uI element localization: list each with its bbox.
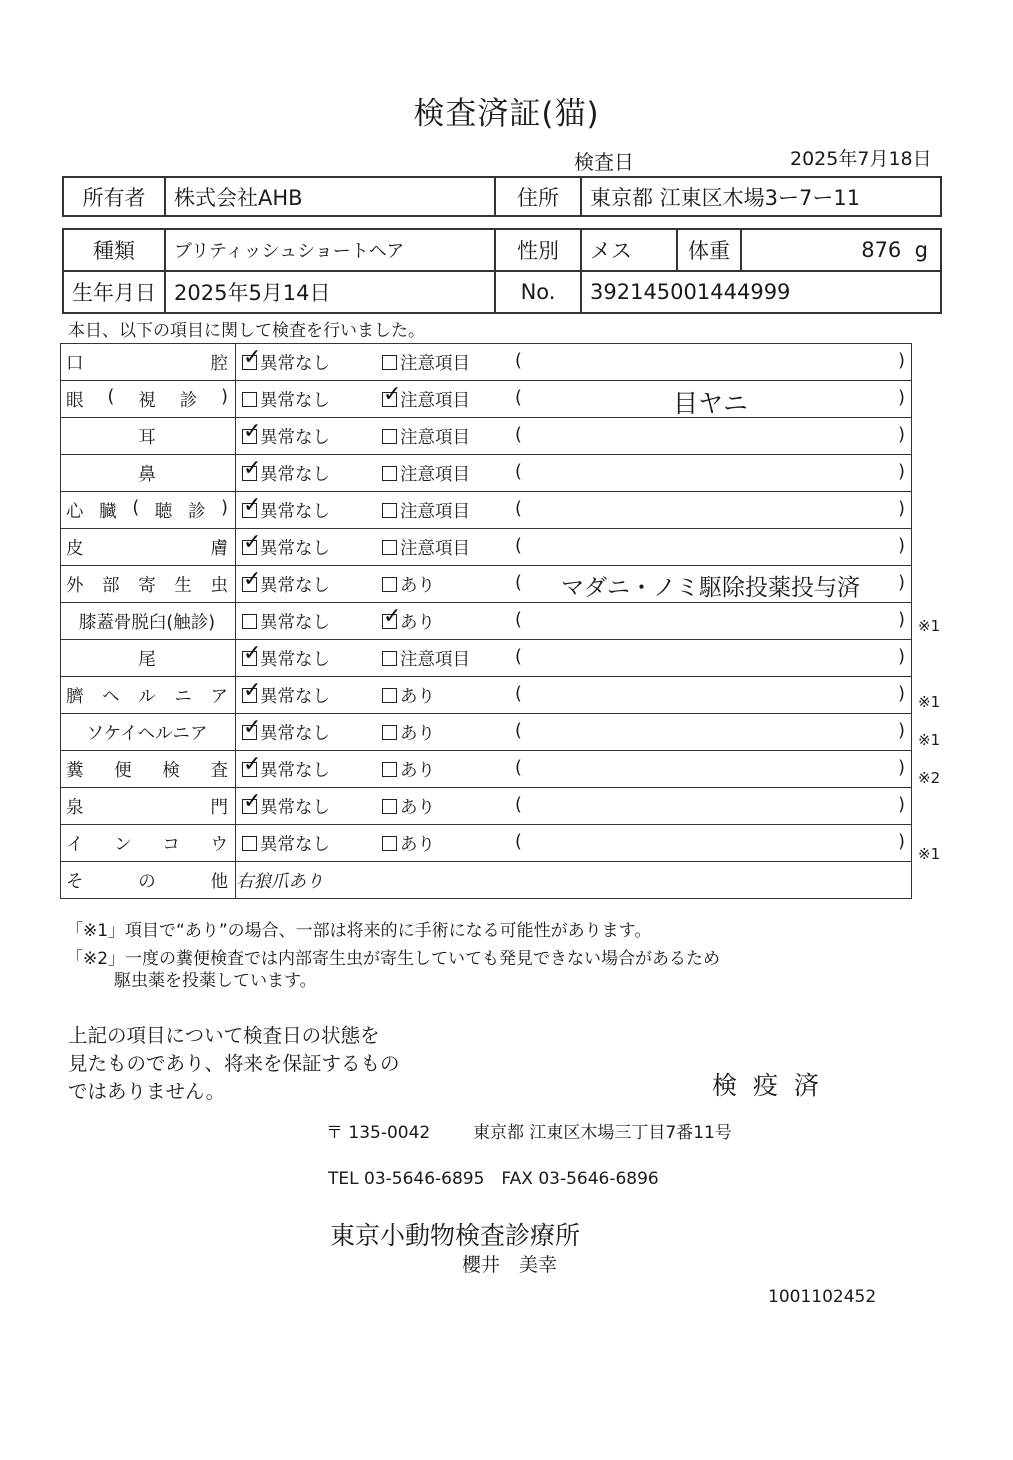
option-normal-cell bbox=[236, 788, 383, 825]
item-name-part: ソケイヘルニア bbox=[86, 723, 208, 744]
item-name-cell bbox=[61, 751, 236, 788]
item-name-cell bbox=[61, 344, 236, 381]
paren-close: ) bbox=[898, 610, 905, 630]
note-cell bbox=[510, 529, 912, 566]
option-attention-label: 注意項目 bbox=[400, 538, 470, 559]
item-name-part: イ bbox=[66, 834, 84, 855]
table-row bbox=[61, 714, 912, 751]
option-attention-cell bbox=[382, 788, 510, 825]
inspected-stamp-text: 検 疫 済 bbox=[712, 1071, 823, 1100]
checkbox-attention[interactable] bbox=[382, 577, 397, 592]
paren-open: ( bbox=[515, 351, 522, 371]
item-name-part: コ bbox=[162, 834, 180, 855]
option-attention-cell bbox=[382, 344, 510, 381]
note-text: 目ヤニ bbox=[672, 389, 748, 418]
option-attention-label: 注意項目 bbox=[400, 390, 470, 411]
checkbox-attention[interactable] bbox=[382, 762, 397, 777]
checkbox-normal[interactable] bbox=[242, 762, 257, 777]
item-name-cell bbox=[61, 825, 236, 862]
weight-cell bbox=[741, 229, 941, 271]
option-normal-cell bbox=[236, 751, 383, 788]
option-normal-label: 異常なし bbox=[260, 649, 330, 670]
breed-value: ブリティッシュショートヘア bbox=[165, 229, 495, 271]
option-normal-label: 異常なし bbox=[260, 353, 330, 374]
item-name-cell bbox=[61, 418, 236, 455]
clinic-address: 東京都 江東区木場三丁目7番11号 bbox=[473, 1123, 732, 1143]
inspection-date: 2025年7月18日 bbox=[790, 148, 932, 170]
statement bbox=[68, 1022, 400, 1106]
checkbox-attention[interactable] bbox=[382, 466, 397, 481]
note-cell bbox=[510, 603, 912, 640]
paren-close: ) bbox=[898, 684, 905, 704]
weight-value: 876 bbox=[861, 238, 902, 262]
checkbox-attention[interactable] bbox=[382, 651, 397, 666]
breed-label: 種類 bbox=[63, 229, 165, 271]
item-name-cell bbox=[61, 381, 236, 418]
item-name-part: ( bbox=[132, 497, 140, 518]
note-cell bbox=[510, 825, 912, 862]
option-normal-cell bbox=[236, 603, 383, 640]
table-row bbox=[61, 640, 912, 677]
option-attention-label: 注意項目 bbox=[400, 649, 470, 670]
table-row bbox=[61, 455, 912, 492]
item-name-cell bbox=[61, 640, 236, 677]
birth-label: 生年月日 bbox=[63, 271, 165, 313]
note-cell bbox=[510, 381, 912, 418]
option-normal-cell bbox=[236, 825, 383, 862]
option-normal-cell bbox=[236, 566, 383, 603]
option-attention-cell bbox=[382, 677, 510, 714]
checkbox-normal[interactable] bbox=[242, 614, 257, 629]
note-cell bbox=[510, 714, 912, 751]
paren-open: ( bbox=[515, 684, 522, 704]
table-row-other bbox=[61, 862, 912, 899]
table-row bbox=[61, 418, 912, 455]
item-name-part: 寄 bbox=[138, 575, 156, 596]
document-number: 1001102452 bbox=[768, 1287, 877, 1307]
option-attention-label: あり bbox=[400, 575, 435, 596]
checkbox-attention[interactable] bbox=[382, 503, 397, 518]
option-normal-cell bbox=[236, 492, 383, 529]
checkbox-normal[interactable] bbox=[242, 725, 257, 740]
tel-fax: TEL 03-5646-6895 FAX 03-5646-6896 bbox=[328, 1169, 659, 1189]
table-row bbox=[61, 344, 912, 381]
checkbox-attention[interactable] bbox=[382, 725, 397, 740]
checkbox-normal[interactable] bbox=[242, 503, 257, 518]
item-name-part: 診 bbox=[179, 390, 198, 411]
item-name-part: 臍 bbox=[66, 686, 84, 707]
footnote-2-line-2: 駆虫薬を投薬しています。 bbox=[114, 971, 317, 991]
option-normal-cell bbox=[236, 677, 383, 714]
paren-open: ( bbox=[515, 462, 522, 482]
item-name-part: 診 bbox=[187, 501, 206, 522]
option-attention-label: あり bbox=[400, 612, 435, 633]
option-attention-label: あり bbox=[400, 797, 435, 818]
item-name-part: 門 bbox=[210, 797, 228, 818]
paren-close: ) bbox=[898, 573, 905, 593]
option-attention-cell bbox=[382, 566, 510, 603]
paren-close: ) bbox=[898, 832, 905, 852]
item-name-part: 査 bbox=[210, 760, 228, 781]
postal-code: 〒 135-0042 bbox=[326, 1123, 431, 1143]
option-normal-label: 異常なし bbox=[260, 834, 330, 855]
checkbox-normal[interactable] bbox=[242, 466, 257, 481]
paren-close: ) bbox=[898, 499, 905, 519]
note-cell bbox=[510, 418, 912, 455]
option-normal-label: 異常なし bbox=[260, 427, 330, 448]
note-cell bbox=[510, 566, 912, 603]
item-name-part: 便 bbox=[114, 760, 132, 781]
weight-label: 体重 bbox=[677, 229, 741, 271]
pet-table bbox=[62, 228, 942, 314]
note-cell bbox=[510, 640, 912, 677]
address-value: 東京都 江東区木場3ー7ー11 bbox=[581, 177, 941, 216]
option-normal-cell bbox=[236, 455, 383, 492]
option-normal-label: 異常なし bbox=[260, 612, 330, 633]
table-row bbox=[61, 677, 912, 714]
option-normal-label: 異常なし bbox=[260, 797, 330, 818]
option-normal-label: 異常なし bbox=[260, 464, 330, 485]
owner-value: 株式会社AHB bbox=[165, 177, 495, 216]
item-name-part: 心 bbox=[66, 501, 84, 522]
item-name-part: の bbox=[138, 871, 156, 892]
checkbox-attention[interactable] bbox=[382, 688, 397, 703]
checkbox-attention[interactable] bbox=[382, 799, 397, 814]
item-name-part: 口 bbox=[66, 353, 84, 374]
paren-close: ) bbox=[898, 647, 905, 667]
note-cell bbox=[510, 677, 912, 714]
item-name-part: 聴 bbox=[154, 501, 173, 522]
item-name-part: ) bbox=[221, 386, 228, 407]
item-name-part: ア bbox=[210, 686, 228, 707]
item-name-part: 鼻 bbox=[138, 464, 156, 485]
item-name-part: 腔 bbox=[210, 353, 228, 374]
option-attention-cell bbox=[382, 640, 510, 677]
no-value: 392145001444999 bbox=[581, 271, 941, 313]
option-attention-label: 注意項目 bbox=[400, 501, 470, 522]
option-attention-cell bbox=[382, 603, 510, 640]
vet-name: 櫻井 美幸 bbox=[462, 1254, 558, 1276]
item-name-part: ウ bbox=[210, 834, 228, 855]
paren-open: ( bbox=[515, 647, 522, 667]
footnote-mark: ※1 bbox=[918, 731, 941, 749]
item-name-cell bbox=[61, 862, 236, 899]
paren-open: ( bbox=[515, 721, 522, 741]
paren-close: ) bbox=[898, 721, 905, 741]
birth-value: 2025年5月14日 bbox=[165, 271, 495, 313]
option-normal-cell bbox=[236, 529, 383, 566]
table-row bbox=[61, 529, 912, 566]
footnote-mark: ※1 bbox=[918, 844, 941, 863]
item-name-part: ニ bbox=[174, 686, 192, 707]
option-attention-cell bbox=[382, 492, 510, 529]
option-attention-label: あり bbox=[400, 686, 435, 707]
owner-label: 所有者 bbox=[63, 177, 165, 216]
footnote-mark: ※2 bbox=[918, 768, 941, 787]
paren-open: ( bbox=[515, 758, 522, 778]
checkbox-attention[interactable] bbox=[382, 392, 397, 407]
table-row bbox=[61, 566, 912, 603]
item-name-part: そ bbox=[66, 871, 84, 892]
note-cell bbox=[510, 492, 912, 529]
table-row bbox=[61, 381, 912, 418]
checkbox-normal[interactable] bbox=[242, 392, 257, 407]
address-label: 住所 bbox=[495, 177, 581, 216]
note-cell bbox=[510, 788, 912, 825]
item-name-cell bbox=[61, 529, 236, 566]
paren-close: ) bbox=[898, 536, 905, 556]
item-name-part: ン bbox=[114, 834, 132, 855]
page-title: 検査済証(猫) bbox=[413, 96, 600, 132]
other-value: 右狼爪あり bbox=[236, 862, 912, 899]
paren-open: ( bbox=[515, 536, 522, 556]
item-name-part: 他 bbox=[210, 871, 228, 892]
paren-open: ( bbox=[515, 573, 522, 593]
option-attention-cell bbox=[382, 825, 510, 862]
item-name-part: 糞 bbox=[66, 760, 84, 781]
table-row bbox=[61, 751, 912, 788]
item-name-part: 視 bbox=[138, 390, 156, 411]
checkbox-attention[interactable] bbox=[382, 429, 397, 444]
item-name-part: 膚 bbox=[210, 538, 228, 559]
option-normal-label: 異常なし bbox=[260, 575, 330, 596]
item-name-part: 外 bbox=[66, 575, 84, 596]
option-attention-label: 注意項目 bbox=[400, 353, 470, 374]
option-normal-cell bbox=[236, 640, 383, 677]
option-attention-label: あり bbox=[400, 834, 435, 855]
option-normal-label: 異常なし bbox=[260, 538, 330, 559]
footnote-mark: ※1 bbox=[918, 617, 941, 636]
item-name-part: ) bbox=[221, 497, 228, 518]
option-normal-label: 異常なし bbox=[260, 760, 330, 781]
table-row bbox=[61, 603, 912, 640]
statement-line: 見たものであり、将来を保証するもの bbox=[68, 1052, 400, 1075]
checkbox-normal[interactable] bbox=[242, 355, 257, 370]
note-text: マダニ・ノミ駆除投薬投与済 bbox=[561, 575, 860, 601]
item-name-cell bbox=[61, 455, 236, 492]
option-attention-cell bbox=[382, 381, 510, 418]
item-name-part: 耳 bbox=[138, 427, 156, 448]
statement-line: ではありません。 bbox=[68, 1080, 226, 1103]
checkbox-normal[interactable] bbox=[242, 799, 257, 814]
item-name-part: 皮 bbox=[66, 538, 84, 559]
paren-open: ( bbox=[515, 610, 522, 630]
checkbox-normal[interactable] bbox=[242, 577, 257, 592]
statement-line: 上記の項目について検査日の状態を bbox=[68, 1024, 380, 1047]
paren-close: ) bbox=[898, 795, 905, 815]
option-attention-cell bbox=[382, 418, 510, 455]
note-cell bbox=[510, 455, 912, 492]
item-name-part: 検 bbox=[162, 760, 180, 781]
intro-text: 本日、以下の項目に関して検査を行いました。 bbox=[68, 321, 425, 341]
table-row bbox=[61, 492, 912, 529]
option-attention-label: 注意項目 bbox=[400, 464, 470, 485]
table-row bbox=[61, 788, 912, 825]
option-attention-cell bbox=[382, 714, 510, 751]
paren-close: ) bbox=[898, 388, 905, 408]
option-attention-label: 注意項目 bbox=[400, 427, 470, 448]
option-normal-cell bbox=[236, 344, 383, 381]
item-name-part: 尾 bbox=[138, 649, 156, 670]
paren-close: ) bbox=[898, 462, 905, 482]
no-label: No. bbox=[495, 271, 581, 313]
checkbox-normal[interactable] bbox=[242, 429, 257, 444]
paren-close: ) bbox=[898, 351, 905, 371]
item-name-part: ル bbox=[138, 686, 156, 707]
item-name-part: 虫 bbox=[210, 575, 228, 596]
paren-open: ( bbox=[515, 388, 522, 408]
inspection-date-label: 検査日 bbox=[574, 150, 634, 174]
item-name-part: 泉 bbox=[66, 797, 84, 818]
item-name-part: 生 bbox=[174, 575, 192, 596]
option-attention-cell bbox=[382, 455, 510, 492]
weight-unit: g bbox=[914, 238, 928, 262]
item-name-part: 臓 bbox=[99, 501, 117, 522]
item-name-part: ( bbox=[107, 386, 115, 407]
item-name-cell bbox=[61, 714, 236, 751]
option-normal-cell bbox=[236, 418, 383, 455]
paren-open: ( bbox=[515, 795, 522, 815]
checkbox-attention[interactable] bbox=[382, 614, 397, 629]
checkbox-attention[interactable] bbox=[382, 836, 397, 851]
option-normal-label: 異常なし bbox=[260, 686, 330, 707]
item-name-cell bbox=[61, 677, 236, 714]
paren-open: ( bbox=[515, 499, 522, 519]
clinic-name: 東京小動物検査診療所 bbox=[330, 1221, 581, 1250]
note-cell bbox=[510, 344, 912, 381]
option-attention-label: あり bbox=[400, 723, 435, 744]
sex-label: 性別 bbox=[495, 229, 581, 271]
item-name-part: 眼 bbox=[66, 390, 84, 411]
option-normal-label: 異常なし bbox=[260, 501, 330, 522]
table-row bbox=[61, 825, 912, 862]
item-name-part: 部 bbox=[102, 575, 120, 596]
paren-close: ) bbox=[898, 758, 905, 778]
footnote-mark: ※1 bbox=[918, 693, 941, 712]
checkbox-attention[interactable] bbox=[382, 540, 397, 555]
item-name-cell bbox=[61, 788, 236, 825]
item-name-cell bbox=[61, 492, 236, 529]
item-name-cell bbox=[61, 603, 236, 640]
item-name-part: 膝蓋骨脱臼(触診) bbox=[78, 612, 216, 633]
option-attention-label: あり bbox=[400, 760, 435, 781]
footnote-2-line-1: 「※2」一度の糞便検査では内部寄生虫が寄生していても発見できない場合があるため bbox=[66, 949, 721, 969]
option-normal-cell bbox=[236, 714, 383, 751]
option-attention-cell bbox=[382, 529, 510, 566]
owner-table bbox=[62, 176, 942, 217]
item-name-part: ヘ bbox=[102, 686, 120, 707]
checkbox-attention[interactable] bbox=[382, 355, 397, 370]
checkbox-normal[interactable] bbox=[242, 688, 257, 703]
check-table bbox=[60, 343, 912, 899]
sex-value: メス bbox=[581, 229, 677, 271]
paren-open: ( bbox=[515, 832, 522, 852]
paren-open: ( bbox=[515, 425, 522, 445]
checkbox-normal[interactable] bbox=[242, 836, 257, 851]
note-cell bbox=[510, 751, 912, 788]
option-attention-cell bbox=[382, 751, 510, 788]
paren-close: ) bbox=[898, 425, 905, 445]
footnote-1: 「※1」項目で“あり”の場合、一部は将来的に手術になる可能性があります。 bbox=[66, 921, 652, 941]
option-normal-label: 異常なし bbox=[260, 723, 330, 744]
item-name-cell bbox=[61, 566, 236, 603]
option-normal-cell bbox=[236, 381, 383, 418]
checkbox-normal[interactable] bbox=[242, 540, 257, 555]
option-normal-label: 異常なし bbox=[260, 390, 330, 411]
checkbox-normal[interactable] bbox=[242, 651, 257, 666]
